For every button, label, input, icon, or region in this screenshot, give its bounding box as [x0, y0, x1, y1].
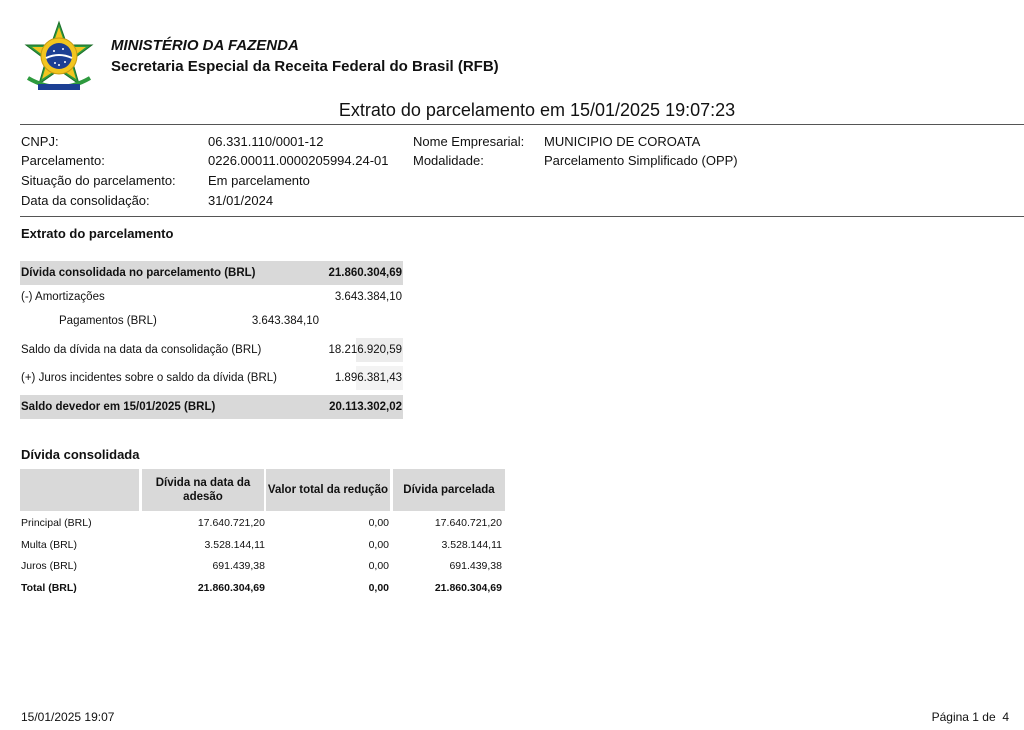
table-cell: 0,00 [368, 560, 389, 572]
pagamentos-value: 3.643.384,10 [251, 315, 319, 327]
data-consolidacao-value: 31/01/2024 [208, 193, 274, 208]
nome-empresarial-label: Nome Empresarial: [413, 134, 525, 149]
brazil-coat-of-arms-icon [22, 20, 96, 96]
parcelamento-label: Parcelamento: [21, 153, 105, 168]
table-row [20, 395, 403, 419]
row-label: Total (BRL) [21, 582, 77, 594]
table-row [20, 338, 403, 362]
table-cell: 0,00 [368, 539, 389, 551]
divida-consolidada-title: Dívida consolidada [21, 447, 140, 462]
amortizacoes-label: (-) Amortizações [21, 291, 105, 303]
extrato-table [20, 261, 403, 421]
saldo-devedor-value: 20.113.302,02 [329, 401, 402, 413]
table-header: Dívida na data da adesão [142, 469, 264, 511]
row-label: Juros (BRL) [21, 560, 78, 572]
table-cell: 17.640.721,20 [197, 517, 265, 529]
table-cell: 21.860.304,69 [197, 582, 265, 594]
page-number: Página 1 de 4 [931, 710, 1009, 724]
saldo-consolidacao-label: Saldo da dívida na data da consolidação (BRL) [21, 344, 262, 356]
divida-consolidada-value: 21.860.304,69 [328, 267, 402, 279]
divida-consolidada-label: Dívida consolidada no parcelamento (BRL) [21, 267, 256, 279]
table-cell: 21.860.304,69 [434, 582, 502, 594]
situacao-label: Situação do parcelamento: [21, 173, 176, 188]
table-row [20, 556, 505, 576]
saldo-devedor-label: Saldo devedor em 15/01/2025 (BRL) [21, 401, 216, 413]
ministry-name: MINISTÉRIO DA FAZENDA [111, 37, 299, 54]
divider [20, 216, 1024, 217]
table-row [20, 261, 403, 285]
nome-empresarial-value: MUNICIPIO DE COROATA [544, 134, 701, 149]
situacao-value: Em parcelamento [208, 173, 310, 188]
juros-incidentes-label: (+) Juros incidentes sobre o saldo da dívida (BRL) [21, 372, 278, 384]
table-header-empty [20, 469, 139, 511]
modalidade-label: Modalidade: [413, 153, 484, 168]
row-label: Principal (BRL) [21, 517, 92, 529]
table-row [20, 285, 403, 309]
table-cell: 17.640.721,20 [434, 517, 502, 529]
pagamentos-label: Pagamentos (BRL) [59, 315, 157, 327]
saldo-consolidacao-value: 18.216.920,59 [328, 344, 402, 356]
table-cell: 691.439,38 [449, 560, 502, 572]
table-row [20, 513, 505, 533]
table-row-total [20, 578, 505, 598]
juros-incidentes-value: 1.896.381,43 [334, 372, 402, 384]
parcelamento-value: 0226.00011.0000205994.24-01 [208, 153, 389, 168]
secretaria-name: Secretaria Especial da Receita Federal do Brasil (RFB) [111, 58, 499, 75]
amortizacoes-value: 3.643.384,10 [334, 291, 402, 303]
table-cell: 3.528.144,11 [204, 539, 265, 551]
cnpj-value: 06.331.110/0001-12 [208, 134, 324, 149]
table-cell: 3.528.144,11 [441, 539, 502, 551]
table-header: Dívida parcelada [393, 469, 505, 511]
table-row [20, 309, 403, 333]
cnpj-label: CNPJ: [21, 134, 59, 149]
modalidade-value: Parcelamento Simplificado (OPP) [544, 153, 738, 168]
table-cell: 0,00 [368, 517, 389, 529]
divider [20, 124, 1024, 125]
footer-timestamp: 15/01/2025 19:07 [21, 710, 115, 724]
table-cell: 691.439,38 [212, 560, 265, 572]
table-row [20, 535, 505, 555]
row-label: Multa (BRL) [21, 539, 78, 551]
divida-table [20, 469, 505, 609]
table-header: Valor total da redução [266, 469, 390, 511]
page-title: Extrato do parcelamento em 15/01/2025 19:07:23 [338, 100, 736, 120]
data-consolidacao-label: Data da consolidação: [21, 193, 150, 208]
table-row [20, 366, 403, 390]
extrato-title: Extrato do parcelamento [21, 226, 174, 241]
table-cell: 0,00 [368, 582, 389, 594]
